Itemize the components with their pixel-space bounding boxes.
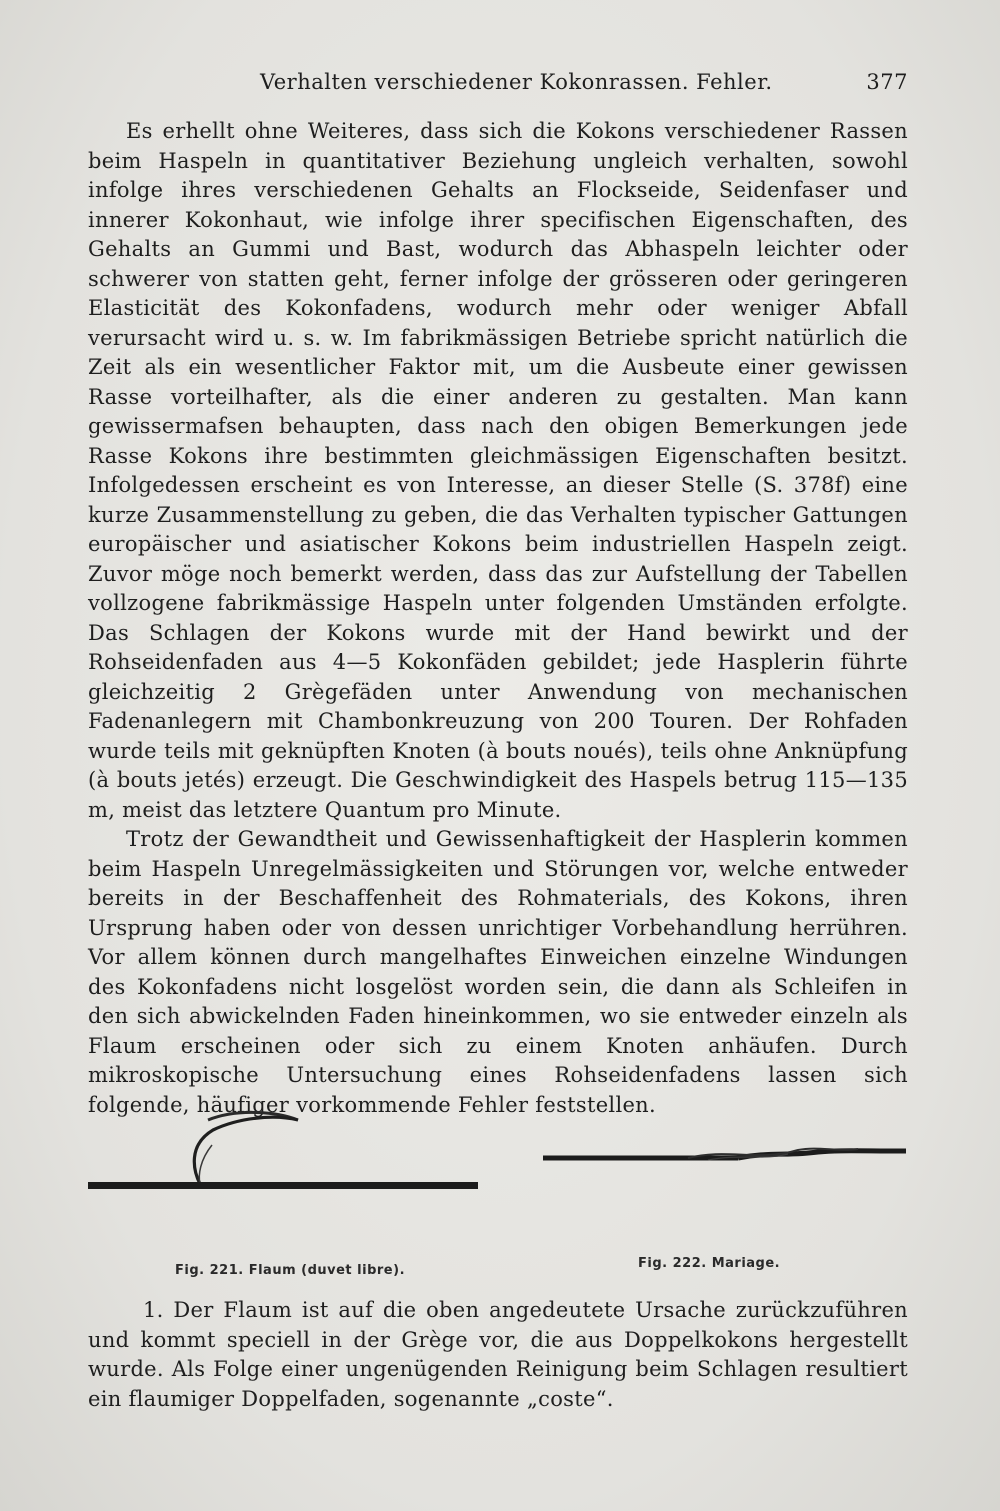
figure-row [88,1100,908,1190]
running-header [260,70,908,100]
main-text [88,117,908,1120]
header-title: Verhalten verschiedener Kokonrassen. Fehler. [260,70,773,94]
figure-222-mariage-illustration [538,1100,908,1190]
closing-text [88,1296,908,1414]
figure-222-caption: Fig. 222. Mariage. [638,1256,781,1271]
paragraph-3: 1. Der Flaum ist auf die oben angedeutete Ursache zurückzuführen und kommt speciell in der Grège vor, die aus Doppelkokons hergestellt wurde. Als Folge einer ungenügenden Reinigung beim Schlagen resultiert ein flaumiger Doppelfaden, sogenannte „coste“. [88,1298,908,1411]
figure-221-caption: Fig. 221. Flaum (duvet libre). [175,1263,406,1278]
paragraph-1: Es erhellt ohne Weiteres, dass sich die Kokons verschiedener Rassen beim Haspeln in quantitativer Beziehung ungleich verhalten, sowohl infolge ihres verschiedenen Gehalts an Flockseide, Seidenfaser und innerer Kokonhaut, wie infolge ihrer specifischen Eigenschaften, des Gehalts an Gummi und Bast, wodurch das Abhaspeln leichter oder schwerer von statten geht, ferner infolge der grösseren oder geringeren Elasticität des Kokonfadens, wodurch mehr oder weniger Abfall verursacht wird u. s. w. Im fabrikmässigen Betriebe spricht natürlich die Zeit als ein wesentlicher Faktor mit, um die Ausbeute einer gewissen Rasse vorteilhafter, als die einer anderen zu gestalten. Man kann gewissermafsen behaupten, dass nach den obigen Bemerkungen jede Rasse Kokons ihre bestimmten gleichmässigen Eigenschaften besitzt. Infolgedessen erscheint es von Interesse, an dieser Stelle (S. 378f) eine kurze Zusammenstellung zu geben, die das Verhalten typischer Gattungen europäischer und asiatischer Kokons beim industriellen Haspeln zeigt. Zuvor möge noch bemerkt werden, dass das zur Aufstellung der Tabellen vollzogene fabrikmässige Haspeln unter folgenden Umständen erfolgte. Das Schlagen der Kokons wurde mit der Hand bewirkt und der Rohseidenfaden aus 4—5 Kokonfäden gebildet; jede Hasplerin führte gleichzeitig 2 Grègefäden unter Anwendung von mechanischen Fadenanlegern mit Chambonkreuzung von 200 Touren. Der Rohfaden wurde teils mit geknüpften Knoten (à bouts noués), teils ohne Anknüpfung (à bouts jetés) erzeugt. Die Geschwindigkeit des Haspels betrug 115—135 m, meist das letztere Quantum pro Minute. [88,119,908,822]
page-number: 377 [866,70,908,94]
figure-221-flaum-illustration [88,1100,478,1190]
paragraph-2: Trotz der Gewandtheit und Gewissenhaftigkeit der Hasplerin kommen beim Haspeln Unregelmässigkeiten und Störungen vor, welche entweder bereits in der Beschaffenheit des Rohmaterials, des Kokons, ihren Ursprung haben oder von dessen unrichtiger Vorbehandlung herrühren. Vor allem können durch mangelhaftes Einweichen einzelne Windungen des Kokonfadens nicht losgelöst worden sein, die dann als Schleifen in den sich abwickelnden Faden hineinkommen, wo sie entweder einzeln als Flaum erscheinen oder sich zu einem Knoten anhäufen. Durch mikroskopische Untersuchung eines Rohseidenfadens lassen sich folgende, häufiger vorkommende Fehler feststellen. [88,827,908,1117]
